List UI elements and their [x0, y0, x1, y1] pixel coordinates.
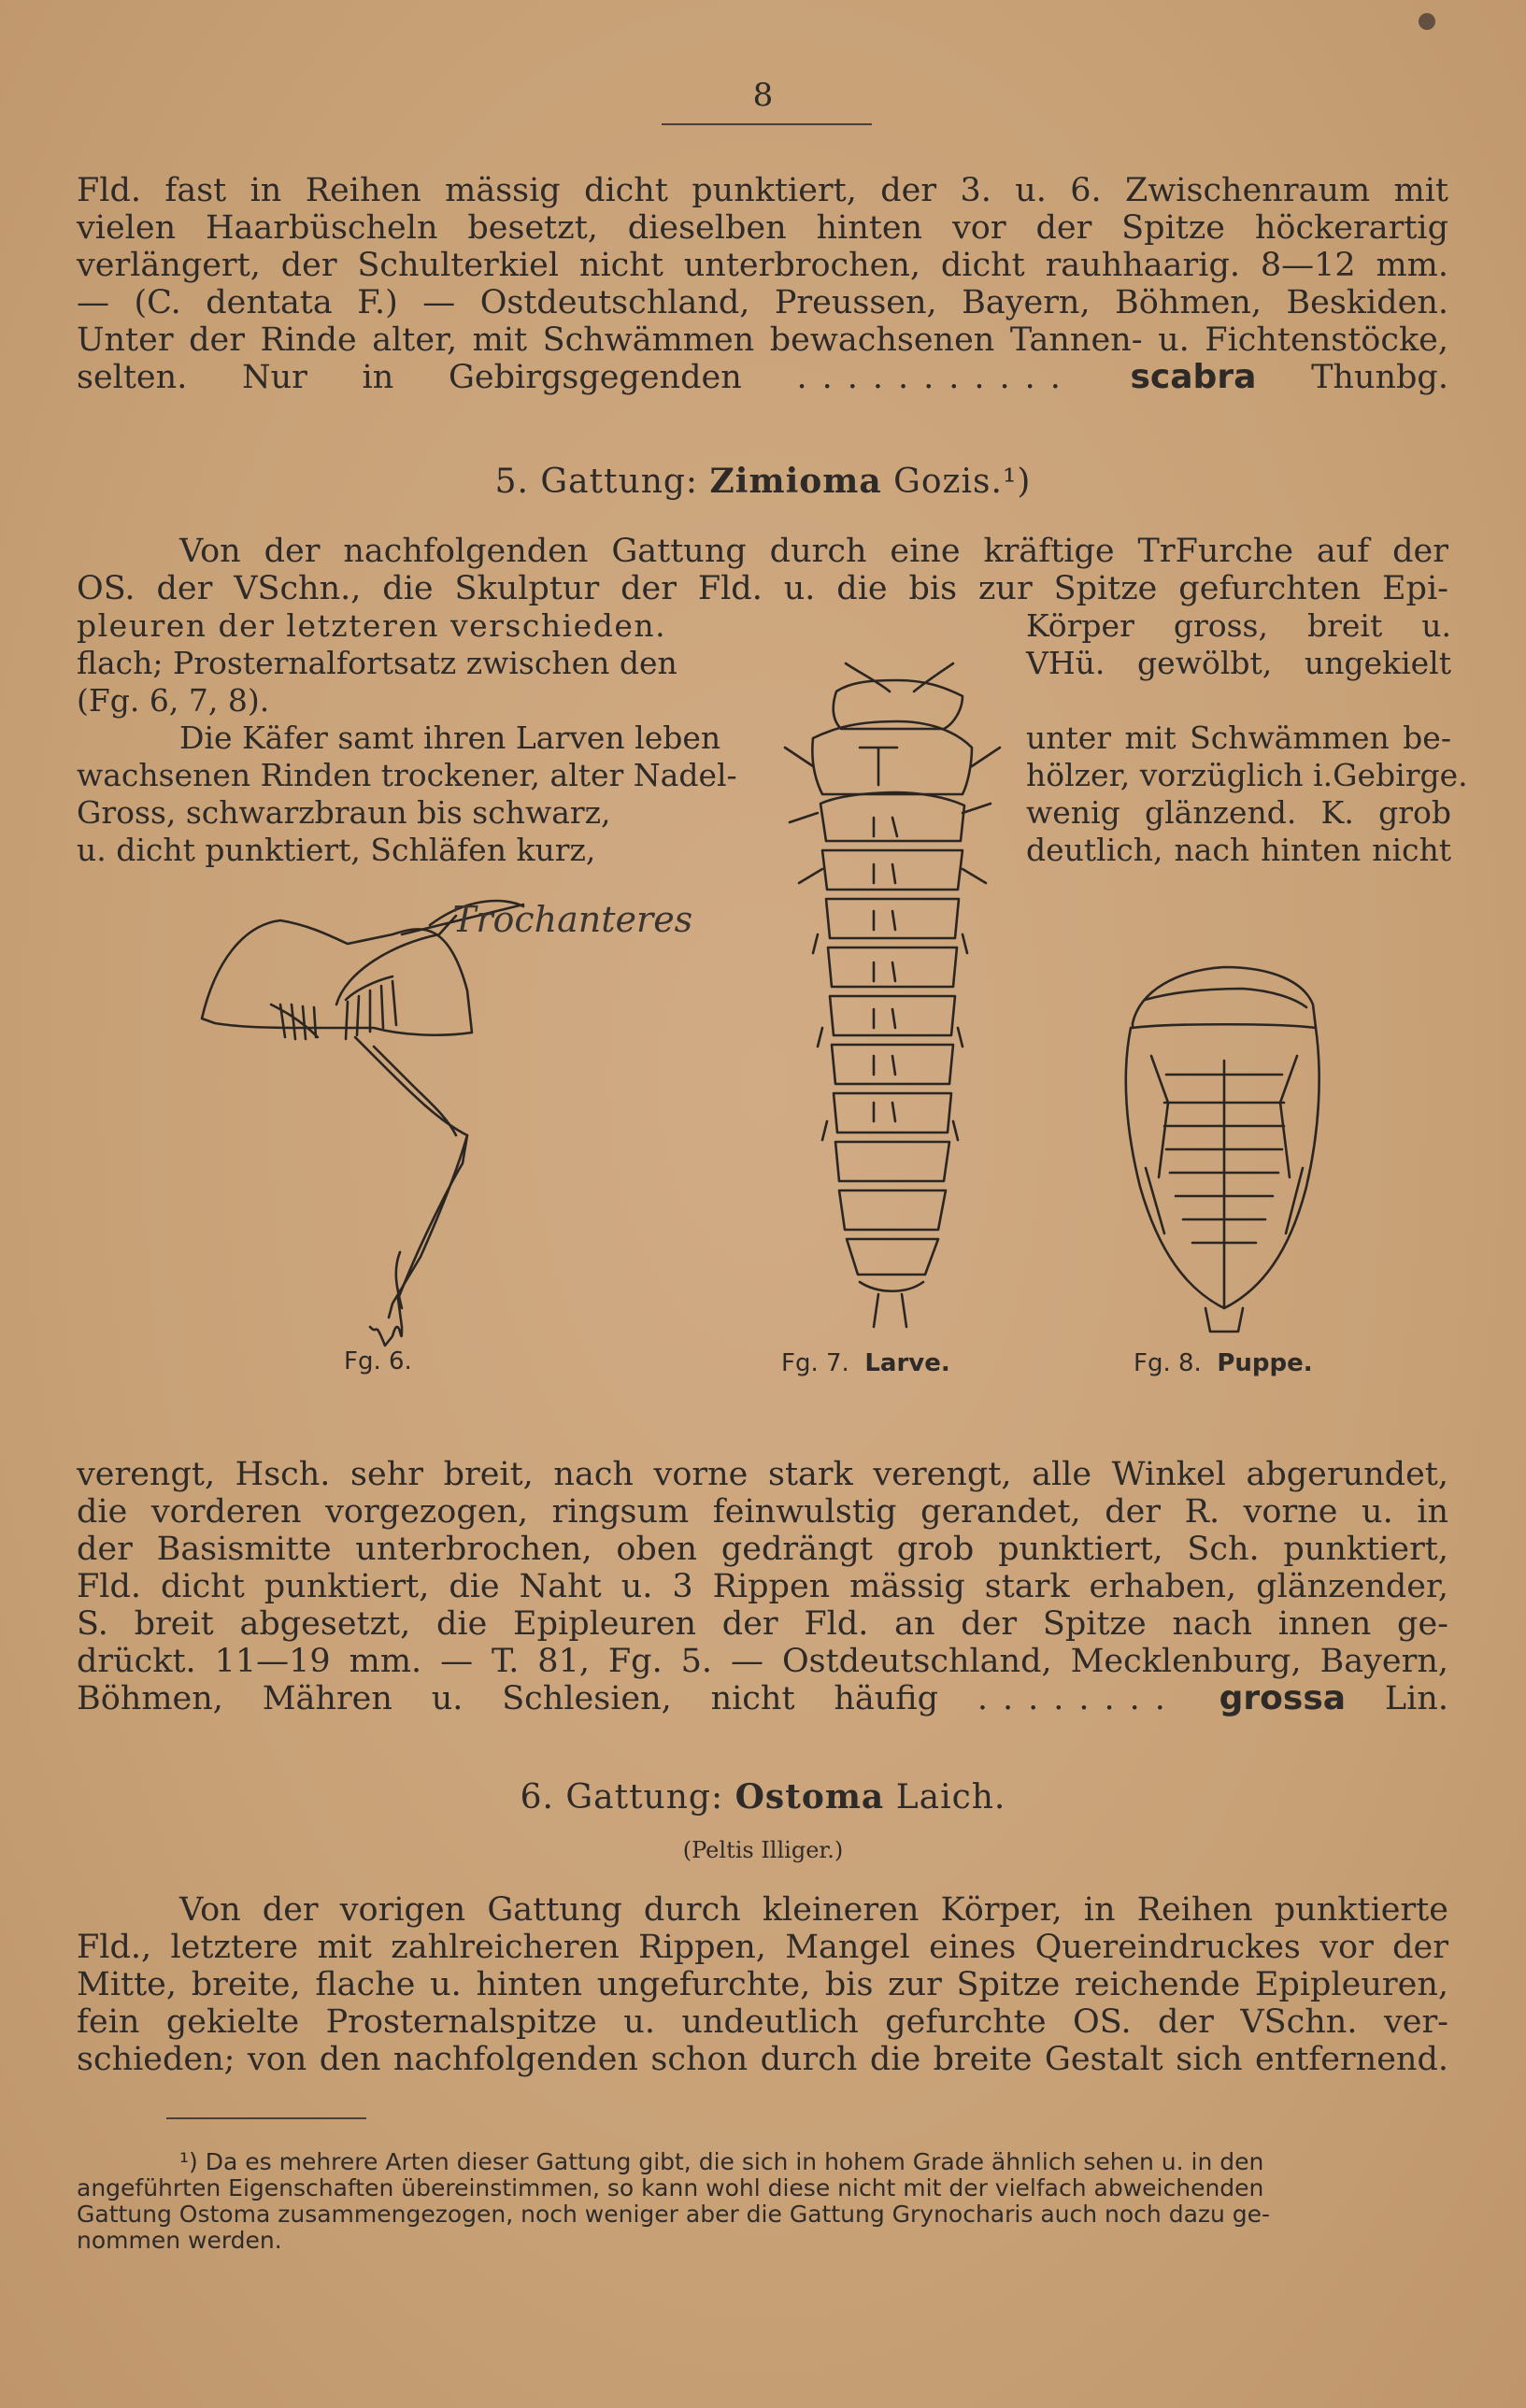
text-line: pleuren der letzteren verschieden. [77, 607, 667, 644]
text-line: drückt. 11—19 mm. — T. 81, Fg. 5. — Ostdeutschland, Mecklenburg, Bayern, [77, 1643, 1448, 1680]
text-line: Fld. fast in Reihen mässig dicht punktiert, der 3. u. 6. Zwischenraum mit [77, 172, 1448, 209]
text-line: schieden; von den nachfolgenden schon durch die breite Gestalt sich entfernend. [77, 2041, 1448, 2078]
text-line: Von der nachfolgenden Gattung durch eine kräftige TrFurche auf der [179, 533, 1448, 570]
text-line: vielen Haarbüscheln besetzt, dieselben hinten vor der Spitze höckerartig [77, 209, 1448, 247]
leader-dots: ........... [796, 359, 1076, 396]
genus-prefix: 5. Gattung: [494, 463, 699, 501]
species-name: grossa [1219, 1679, 1347, 1717]
footnote-line: angeführten Eigenschaften übereinstimmen, so kann wohl diese nicht mit der vielfach abweichenden [77, 2174, 1264, 2201]
figure-7-caption [781, 1349, 950, 1377]
text-line: fein gekielte Prosternalspitze u. undeutlich gefurchte OS. der VSchn. ver- [77, 2003, 1448, 2041]
page-number: 8 [752, 77, 774, 114]
figure-label: Larve. [864, 1349, 950, 1377]
text-line: Von der vorigen Gattung durch kleineren Körper, in Reihen punktierte [179, 1891, 1448, 1929]
text-line: OS. der VSchn., die Skulptur der Fld. u. die bis zur Spitze gefurchten Epi- [77, 570, 1448, 607]
text-line: verlängert, der Schulterkiel nicht unterbrochen, dicht rauhhaarig. 8—12 mm. [77, 247, 1448, 284]
text-line: Körper gross, breit u. [1026, 607, 1451, 644]
species-author: Lin. [1384, 1680, 1448, 1717]
species-author: Thunbg. [1311, 359, 1448, 396]
text-line: verengt, Hsch. sehr breit, nach vorne stark verengt, alle Winkel abgerundet, [77, 1456, 1448, 1493]
handwritten-label: Trochanteres [452, 899, 693, 940]
footnote-line: nommen werden. [77, 2227, 282, 2254]
genus6-paragraph [77, 1891, 1448, 2078]
text-fragment: Böhmen, Mähren u. Schlesien, nicht häufig [77, 1680, 939, 1717]
genus5-continuation [77, 1456, 1448, 1717]
figure-number: Fg. 8. [1134, 1349, 1202, 1377]
text-line: wachsenen Rinden trockener, alter Nadel- [77, 757, 737, 793]
genus-prefix: 6. Gattung: [520, 1778, 724, 1817]
footnote-line: ¹) Da es mehrere Arten dieser Gattung gibt, die sich in hohem Grade ähnlich sehen u. in den [179, 2148, 1264, 2175]
genus-name: Ostoma [734, 1777, 885, 1817]
text-line: u. dicht punktiert, Schläfen kurz, [77, 832, 596, 868]
genus-author: Gozis.¹) [893, 463, 1032, 501]
text-line: Mitte, breite, flache u. hinten ungefurchte, bis zur Spitze reichende Epipleuren, [77, 1966, 1448, 2003]
genus6-synonym: (Peltis Illiger.) [682, 1837, 844, 1863]
text-line: VHü. gewölbt, ungekielt [1026, 645, 1451, 681]
species-name: scabra [1130, 358, 1257, 396]
text-line: deutlich, nach hinten nicht [1026, 832, 1451, 868]
text-line: — (C. dentata F.) — Ostdeutschland, Preussen, Bayern, Böhmen, Beskiden. [77, 284, 1448, 321]
text-line: die vorderen vorgezogen, ringsum feinwulstig gerandet, der R. vorne u. in [77, 1493, 1448, 1531]
text-line: flach; Prosternalfortsatz zwischen den [77, 645, 677, 681]
footnote-rule [166, 2117, 366, 2119]
text-line: hölzer, vorzüglich i.Gebirge. [1026, 757, 1468, 793]
footnote-line: Gattung Ostoma zusammengezogen, noch weniger aber die Gattung Grynocharis auch noch dazu ge- [77, 2201, 1271, 2228]
text-line: unter mit Schwämmen be- [1026, 720, 1451, 756]
figure-6-caption: Fg. 6. [344, 1347, 412, 1375]
figure-number: Fg. 7. [781, 1349, 849, 1377]
genus-author: Laich. [895, 1778, 1006, 1817]
text-line: (Fg. 6, 7, 8). [77, 682, 270, 719]
leader-dots: ........ [977, 1680, 1180, 1717]
text-line: Fld. dicht punktiert, die Naht u. 3 Rippen mässig stark erhaben, glänzender, [77, 1568, 1448, 1605]
text-line: S. breit abgesetzt, die Epipleuren der Fld. an der Spitze nach innen ge- [77, 1605, 1448, 1643]
figure-label: Puppe. [1217, 1349, 1313, 1377]
genus-name: Zimioma [709, 462, 882, 501]
text-line: Unter der Rinde alter, mit Schwämmen bewachsenen Tannen- u. Fichtenstöcke, [77, 321, 1448, 359]
text-line: Gross, schwarzbraun bis schwarz, [77, 794, 611, 831]
species-line [77, 1680, 1448, 1717]
footnote [77, 2149, 1448, 2254]
genus-heading-6 [0, 1777, 1526, 1817]
figure-8-caption [1134, 1349, 1313, 1377]
text-line: wenig glänzend. K. grob [1026, 794, 1451, 831]
text-line: der Basismitte unterbrochen, oben gedrängt grob punktiert, Sch. punktiert, [77, 1531, 1448, 1568]
text-line: Fld., letztere mit zahlreicheren Rippen, Mangel eines Quereindruckes vor der [77, 1929, 1448, 1966]
text-line: Die Käfer samt ihren Larven leben [179, 720, 721, 756]
text-fragment: selten. Nur in Gebirgsgegenden [77, 359, 742, 396]
